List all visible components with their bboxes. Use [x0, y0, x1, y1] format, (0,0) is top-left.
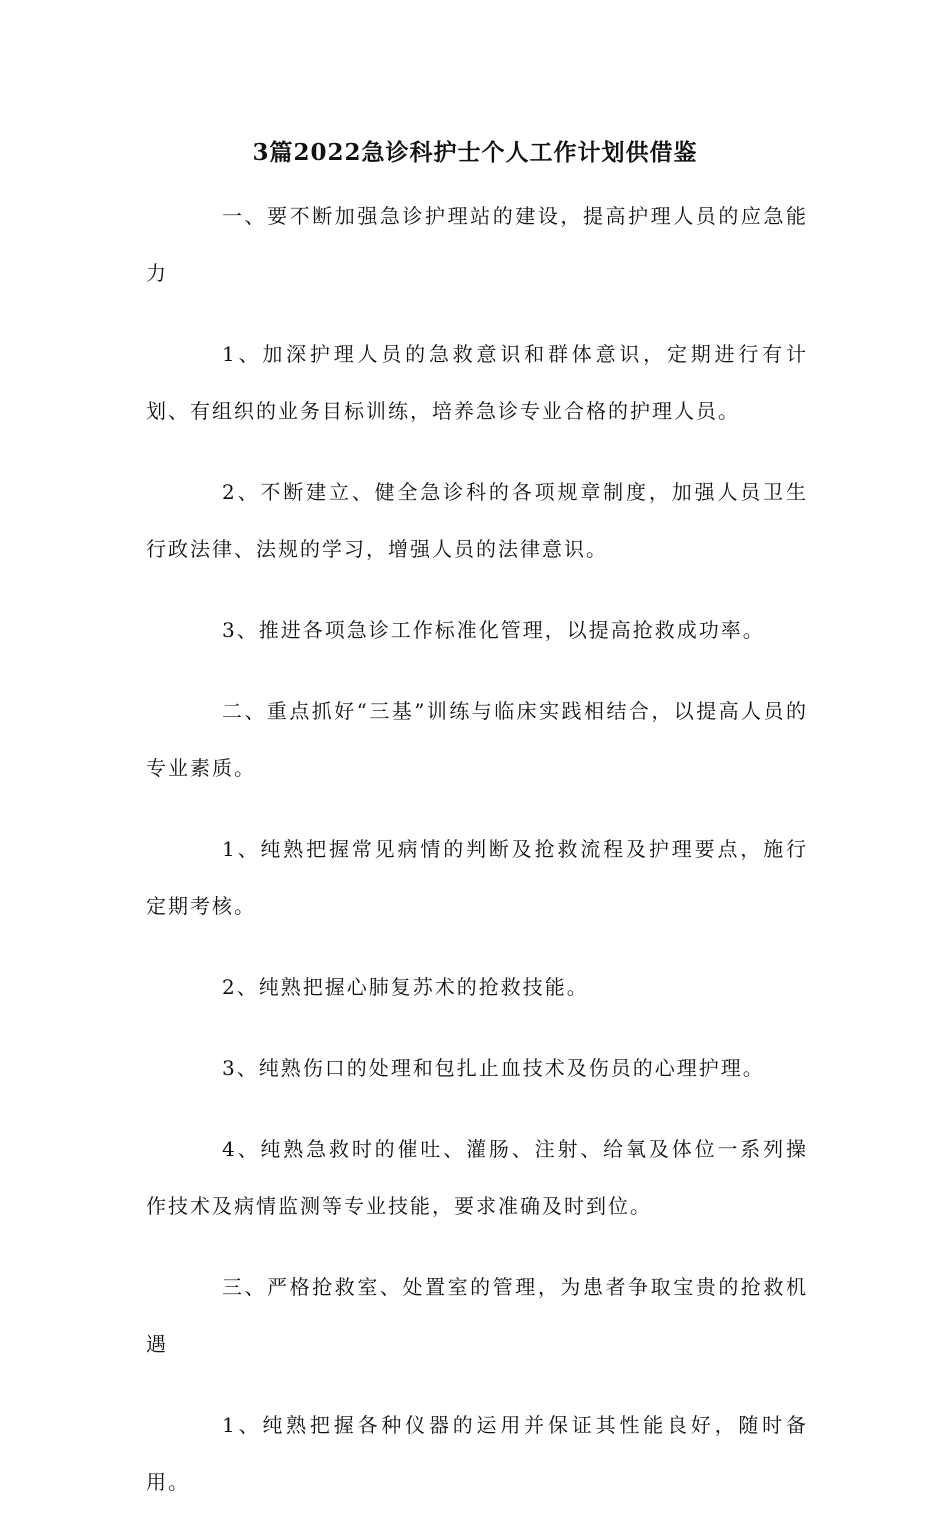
paragraph: 2、纯熟把握心肺复苏术的抢救技能。 [222, 975, 589, 999]
document-title: 3篇2022急诊科护士个人工作计划供借鉴 [252, 139, 698, 166]
paragraph: 4、纯熟急救时的催吐、灌肠、注射、给氧及体位一系列操作技术及病情监测等专业技能，要求准确及时到位。 [146, 1137, 808, 1218]
paragraph: 一、要不断加强急诊护理站的建设，提高护理人员的应急能力 [146, 204, 808, 285]
document-body [146, 188, 808, 1535]
paragraph: 3、推进各项急诊工作标准化管理，以提高抢救成功率。 [222, 618, 765, 642]
paragraph: 3、纯熟伤口的处理和包扎止血技术及伤员的心理护理。 [222, 1056, 765, 1080]
paragraph: 三、严格抢救室、处置室的管理，为患者争取宝贵的抢救机遇 [146, 1275, 808, 1356]
paragraph: 二、重点抓好“三基”训练与临床实践相结合，以提高人员的专业素质。 [146, 699, 808, 780]
paragraph: 2、不断建立、健全急诊科的各项规章制度，加强人员卫生行政法律、法规的学习，增强人员的法律意识。 [146, 480, 808, 561]
paragraph: 1、加深护理人员的急救意识和群体意识，定期进行有计划、有组织的业务目标训练，培养急诊专业合格的护理人员。 [146, 342, 808, 423]
paragraph: 1、纯熟把握各种仪器的运用并保证其性能良好，随时备用。 [146, 1413, 808, 1494]
paragraph: 1、纯熟把握常见病情的判断及抢救流程及护理要点，施行定期考核。 [146, 837, 808, 918]
